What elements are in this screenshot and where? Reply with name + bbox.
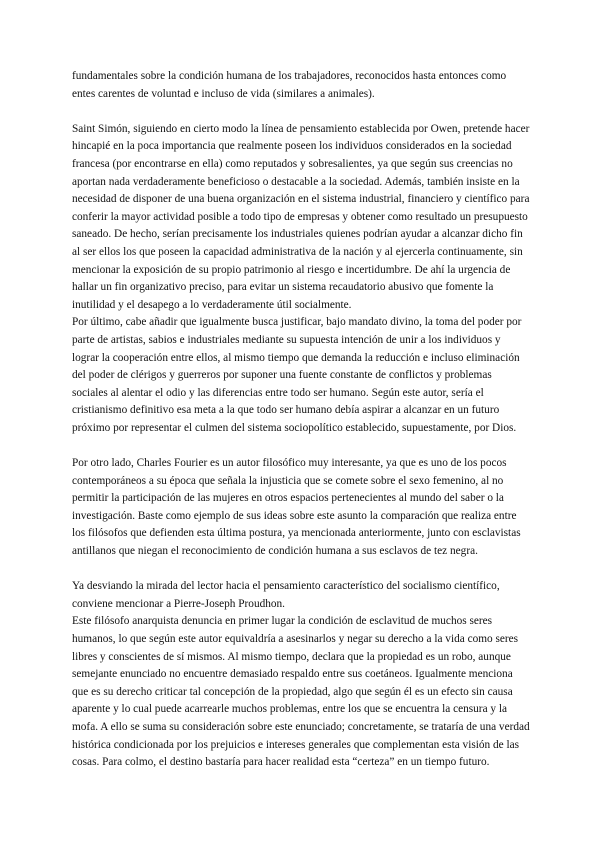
paragraph-scientific-socialism: Ya desviando la mirada del lector hacia el pensamiento característico del socialismo científico, conviene mencionar a Pierre-Joseph Proudhon. xyxy=(72,580,500,610)
paragraph-continuation: fundamentales sobre la condición humana de los trabajadores, reconocidos hasta entonces como entes carentes de voluntad e incluso de vida (similares a animales). xyxy=(72,70,507,100)
paragraph-gap xyxy=(72,103,530,121)
paragraph-gap xyxy=(72,437,530,455)
paragraph-proudhon: Este filósofo anarquista denuncia en primer lugar la condición de esclavitud de muchos seres humanos, lo que según este autor equivaldría a asesinarlos y negar su derecho a la vida como seres libres y conscientes de sí mismos. Al mismo tiempo, declara que la propiedad es un robo, aunque semejante enunciado no encuentre demasiado respaldo entre sus coetáneos. Igualmente menciona que es su derecho criticar tal concepción de la propiedad, algo que según él es un efecto sin causa aparente y lo cual puede acarrearle muchos problemas, entre los que se encuentra la censura y la mofa. A ello se suma su consideración sobre este enunciado; concretamente, se trataría de una verdad histórica condicionada por los prejuicios e intereses generales que complementan esta visión de las cosas. Para colmo, el destino bastaría para hacer realidad esta “certeza” en un tiempo futuro. xyxy=(72,615,530,769)
paragraph-gap xyxy=(72,561,530,579)
paragraph-saint-simon: Saint Simón, siguiendo en cierto modo la línea de pensamiento establecida por Owen, pretende hacer hincapié en la poca importancia que realmente poseen los individuos considerados en la sociedad francesa (por encontrarse en ella) como reputados y sobresalientes, ya que según sus creencias no aportan nada verdaderamente beneficioso o destacable a la sociedad. Además, también insiste en la necesidad de disponer de una buena organización en el sistema industrial, financiero y científico para conferir la mayor actividad posible a todo tipo de empresas y obtener como resultado un presupuesto saneado. De hecho, serían precisamente los industriales quienes podrían ayudar a alcanzar dicho fin al ser ellos los que poseen la capacidad administrativa de la nación y al ejercerla continuamente, sin mencionar la exposición de su propio patrimonio al riesgo e incertidumbre. De ahí la urgencia de hallar un fin organizativo preciso, para evitar un sistema recaudatorio abusivo que fomente la inutilidad y el desapego a lo verdaderamente útil socialmente. xyxy=(72,122,530,311)
paragraph-fourier: Por otro lado, Charles Fourier es un autor filosófico muy interesante, ya que es uno de los pocos contemporáneos a su época que señala la injusticia que se comete sobre el sexo femenino, al no permitir la participación de las mujeres en otros espacios pertenecientes al mundo del saber o la investigación. Baste como ejemplo de sus ideas sobre este asunto la comparación que realiza entre los filósofos que defienden esta última postura, ya mencionada anteriormente, junto con esclavistas antillanos que niegan el reconocimiento de condición humana a sus esclavos de tez negra. xyxy=(72,457,521,558)
paragraph-saint-simon-conclusion: Por último, cabe añadir que igualmente busca justificar, bajo mandato divino, la toma del poder por parte de artistas, sabios e industriales mediante su supuesta intención de unir a los individuos y lograr la cooperación entre ellos, al mismo tiempo que demanda la reducción e incluso eliminación del poder de clérigos y guerreros por suponer una fuente constante de conflictos y problemas sociales al alentar el odio y las diferencias entre todo ser humano. Según este autor, sería el cristianismo definitivo esa meta a la que todo ser humano debía aspirar a alcanzar en un futuro próximo por representar el culmen del sistema sociopolítico establecido, supuestamente, por Dios. xyxy=(72,316,522,434)
